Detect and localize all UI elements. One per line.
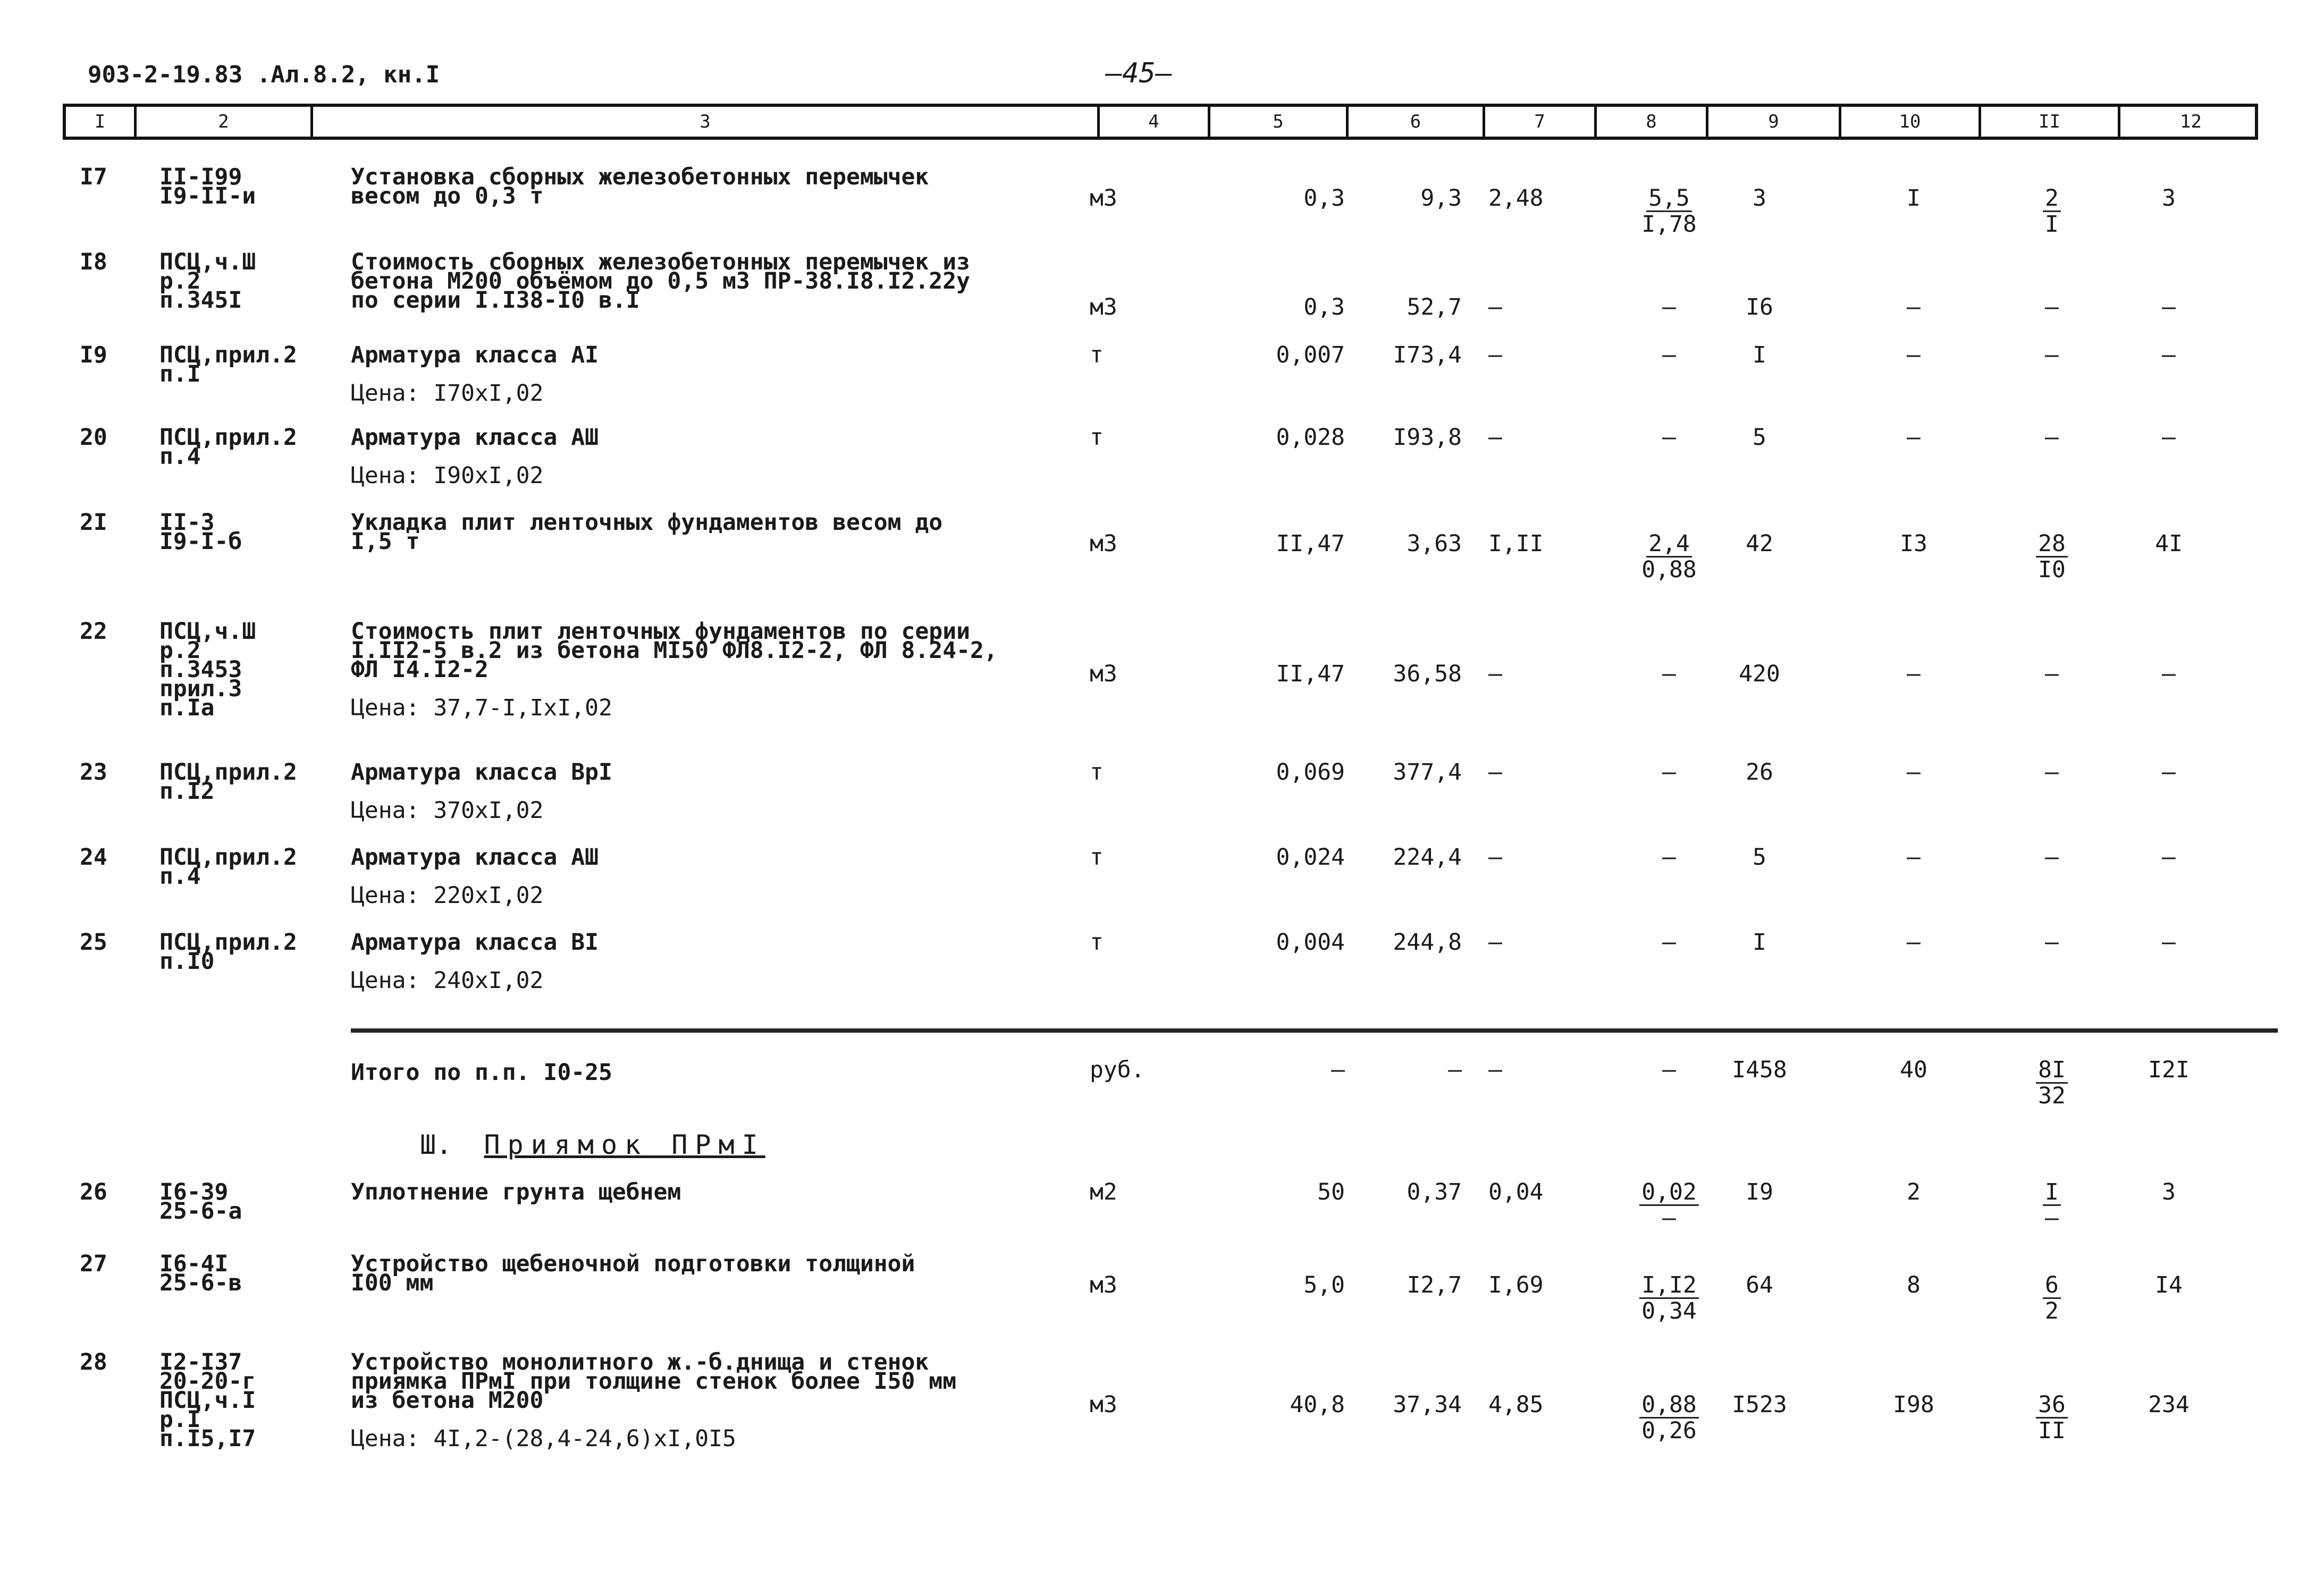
unit-of-measure: т <box>1090 929 1104 956</box>
item-number: 23 <box>80 759 107 786</box>
labour-cost: – <box>2162 294 2176 320</box>
unit-wages: – <box>1488 844 1502 871</box>
work-description: из бетона М200 <box>351 1387 544 1414</box>
labour-cost: 4I <box>2155 530 2183 557</box>
work-description: I,5 т <box>351 528 420 555</box>
item-number: 2I <box>80 509 107 536</box>
unit-machinery-numerator: 0,88 <box>1639 1392 1699 1419</box>
unit-machinery-denominator: 0,88 <box>1641 556 1697 583</box>
unit-of-measure: м3 <box>1090 530 1117 557</box>
total-cost: 5 <box>1753 844 1766 871</box>
work-description: Укладка плит ленточных фундаментов весом до <box>351 509 943 536</box>
work-description: Устройство монолитного ж.-б.днища и стенок <box>351 1349 929 1375</box>
work-description: ФЛ I4.I2-2 <box>351 656 489 683</box>
total-machinery: – <box>2045 759 2059 786</box>
unit-machinery-denominator: 0,34 <box>1641 1298 1697 1324</box>
unit-machinery: – <box>1662 294 1676 320</box>
unit-machinery <box>1621 531 1717 582</box>
unit-machinery-numerator: 0,02 <box>1639 1180 1699 1206</box>
work-description: Стоимость сборных железобетонных перемычек из <box>351 249 970 275</box>
quantity: II,47 <box>1276 530 1345 557</box>
unit-of-measure: т <box>1090 759 1104 786</box>
item-number: 25 <box>80 929 107 956</box>
item-number: 22 <box>80 618 107 645</box>
work-description: Арматура класса АI <box>351 342 599 368</box>
unit-cost: 244,8 <box>1393 929 1462 956</box>
norm-reference: ПСЦ,прил.2 <box>159 844 297 871</box>
column-number-2: 2 <box>134 107 310 137</box>
norm-reference: I9-I-б <box>159 528 242 555</box>
total-machinery: – <box>2045 342 2059 368</box>
unit-cost: 0,37 <box>1407 1179 1462 1205</box>
quantity: 0,007 <box>1276 342 1345 368</box>
quantity: 0,024 <box>1276 844 1345 871</box>
norm-reference: р.2 <box>159 268 201 294</box>
total-c8: – <box>1662 1057 1676 1083</box>
total-cost: I <box>1753 929 1766 956</box>
norm-reference: 25-6-а <box>159 1198 242 1225</box>
norm-reference: р.2 <box>159 637 201 664</box>
total-machinery-denominator: I <box>2045 211 2059 238</box>
column-number-3: 3 <box>310 107 1097 137</box>
item-number: 26 <box>80 1179 107 1205</box>
total-separator-line <box>351 1028 2278 1033</box>
quantity: 40,8 <box>1290 1391 1345 1418</box>
unit-wages: – <box>1488 342 1502 368</box>
total-cost: 3 <box>1753 185 1766 212</box>
unit-wages: I,II <box>1488 530 1544 557</box>
total-c7: – <box>1488 1057 1502 1083</box>
total-wages: – <box>1907 929 1921 956</box>
total-c9: I458 <box>1732 1057 1787 1083</box>
work-description: по серии I.I38-I0 в.I <box>351 287 640 314</box>
section-title <box>420 1129 765 1160</box>
total-machinery-numerator: 6 <box>2043 1273 2061 1299</box>
unit-cost: 36,58 <box>1393 661 1462 687</box>
total-machinery-denominator: 2 <box>2045 1298 2059 1324</box>
norm-reference: ПСЦ,прил.2 <box>159 342 297 368</box>
item-number: 27 <box>80 1251 107 1277</box>
item-number: I9 <box>80 342 107 368</box>
total-machinery: – <box>2045 424 2059 451</box>
total-wages: – <box>1907 844 1921 871</box>
total-wages: – <box>1907 424 1921 451</box>
unit-of-measure: м3 <box>1090 294 1117 320</box>
unit-of-measure: м3 <box>1090 661 1117 687</box>
total-c12: I2I <box>2148 1057 2190 1083</box>
total-wages: I <box>1907 185 1921 212</box>
unit-machinery <box>1621 1180 1717 1230</box>
work-description: Арматура класса ВI <box>351 929 599 956</box>
column-number-8: 8 <box>1594 107 1706 137</box>
unit-wages: 0,04 <box>1488 1179 1544 1205</box>
norm-reference: 25-6-в <box>159 1270 242 1296</box>
work-description: бетона М200 объёмом до 0,5 м3 ПР-38.I8.I2.22у <box>351 268 970 294</box>
document-code: 903-2-19.83 .Ал.8.2, кн.I <box>88 61 440 88</box>
column-number-header <box>63 104 2258 140</box>
total-machinery-denominator: – <box>2045 1205 2059 1231</box>
quantity: 5,0 <box>1303 1272 1345 1298</box>
unit-of-measure: т <box>1090 424 1104 451</box>
unit-of-measure: м3 <box>1090 185 1117 212</box>
price-formula: Цена: 4I,2-(28,4-24,6)хI,0I5 <box>351 1425 736 1452</box>
norm-reference: п.4 <box>159 863 201 890</box>
unit-machinery: – <box>1662 661 1676 687</box>
total-machinery-denominator: II <box>2038 1417 2066 1444</box>
section-name: Приямок ПРмI <box>484 1129 765 1160</box>
quantity: 50 <box>1317 1179 1345 1205</box>
unit-cost: I73,4 <box>1393 342 1462 368</box>
page-number: —45— <box>1106 57 1173 89</box>
total-label: Итого по п.п. I0-25 <box>351 1059 612 1086</box>
total-c11 <box>2009 1058 2094 1108</box>
total-cost: 42 <box>1746 530 1773 557</box>
column-number-10: 10 <box>1839 107 1978 137</box>
unit-machinery: – <box>1662 424 1676 451</box>
work-description: Уплотнение грунта щебнем <box>351 1179 681 1205</box>
item-number: 28 <box>80 1349 107 1375</box>
unit-cost: 3,63 <box>1407 530 1462 557</box>
unit-wages: 4,85 <box>1488 1391 1544 1418</box>
unit-wages: – <box>1488 294 1502 320</box>
unit-of-measure: м2 <box>1090 1179 1117 1205</box>
item-number: 24 <box>80 844 107 871</box>
total-wages: – <box>1907 342 1921 368</box>
total-machinery-numerator: 28 <box>2036 531 2068 558</box>
labour-cost: I4 <box>2155 1272 2183 1298</box>
norm-reference: I6-4I <box>159 1251 229 1277</box>
unit-machinery-numerator: 5,5 <box>1646 186 1692 212</box>
unit-cost: 9,3 <box>1420 185 1462 212</box>
column-number-9: 9 <box>1706 107 1839 137</box>
total-cost: 5 <box>1753 424 1766 451</box>
column-number-4: 4 <box>1097 107 1208 137</box>
work-description: Стоимость плит ленточных фундаментов по серии <box>351 618 970 645</box>
work-description: Арматура класса АШ <box>351 424 599 451</box>
unit-machinery-denominator: 0,26 <box>1641 1417 1697 1444</box>
unit-machinery: – <box>1662 759 1676 786</box>
total-cost: 64 <box>1746 1272 1773 1298</box>
total-wages: – <box>1907 294 1921 320</box>
unit-cost: I2,7 <box>1407 1272 1462 1298</box>
total-machinery: – <box>2045 661 2059 687</box>
total-machinery: – <box>2045 929 2059 956</box>
norm-reference: п.I5,I7 <box>159 1425 256 1452</box>
total-cost: I523 <box>1732 1391 1787 1418</box>
unit-cost: 52,7 <box>1407 294 1462 320</box>
total-qty: – <box>1331 1057 1345 1083</box>
quantity: 0,3 <box>1303 294 1345 320</box>
total-machinery-numerator: 36 <box>2036 1392 2068 1419</box>
total-c11-denominator: 32 <box>2038 1083 2066 1109</box>
unit-cost: 224,4 <box>1393 844 1462 871</box>
total-machinery <box>2009 531 2094 582</box>
norm-reference: п.Iа <box>159 695 215 721</box>
unit-machinery <box>1621 1392 1717 1443</box>
total-cost: I9 <box>1746 1179 1773 1205</box>
quantity: 0,3 <box>1303 185 1345 212</box>
labour-cost: – <box>2162 424 2176 451</box>
total-wages: – <box>1907 661 1921 687</box>
norm-reference: ПСЦ,прил.2 <box>159 759 297 786</box>
total-wages: I3 <box>1900 530 1927 557</box>
labour-cost: 3 <box>2162 185 2176 212</box>
unit-machinery <box>1621 186 1717 237</box>
labour-cost: – <box>2162 844 2176 871</box>
unit-cost: 37,34 <box>1393 1391 1462 1418</box>
unit-machinery: – <box>1662 844 1676 871</box>
norm-reference: 20-20-г <box>159 1368 256 1395</box>
work-description: Установка сборных железобетонных перемычек <box>351 164 929 190</box>
norm-reference: I2-I37 <box>159 1349 242 1375</box>
price-formula: Цена: I90хI,02 <box>351 462 544 489</box>
column-number-6: 6 <box>1346 107 1483 137</box>
labour-cost: – <box>2162 929 2176 956</box>
unit-of-measure: м3 <box>1090 1391 1117 1418</box>
labour-cost: 234 <box>2148 1391 2190 1418</box>
total-wages: 2 <box>1907 1179 1921 1205</box>
unit-cost: 377,4 <box>1393 759 1462 786</box>
work-description: I00 мм <box>351 1270 434 1296</box>
labour-cost: 3 <box>2162 1179 2176 1205</box>
total-cost: I6 <box>1746 294 1773 320</box>
section-numeral: Ш. <box>420 1129 452 1160</box>
price-formula: Цена: 37,7-I,IхI,02 <box>351 695 612 721</box>
total-machinery: – <box>2045 844 2059 871</box>
work-description: Устройство щебеночной подготовки толщиной <box>351 1251 915 1277</box>
norm-reference: ПСЦ,ч.I <box>159 1387 256 1414</box>
unit-wages: – <box>1488 424 1502 451</box>
total-cost: 26 <box>1746 759 1773 786</box>
norm-reference: п.345I <box>159 287 242 314</box>
quantity: 0,004 <box>1276 929 1345 956</box>
unit-wages: – <box>1488 929 1502 956</box>
norm-reference: ПСЦ,ч.Ш <box>159 618 256 645</box>
unit-of-measure: т <box>1090 844 1104 871</box>
item-number: I7 <box>80 164 107 190</box>
item-number: I8 <box>80 249 107 275</box>
norm-reference: прил.3 <box>159 676 242 702</box>
unit-cost: I93,8 <box>1393 424 1462 451</box>
norm-reference: п.4 <box>159 443 201 470</box>
norm-reference: II-I99 <box>159 164 242 190</box>
norm-reference: п.3453 <box>159 656 242 683</box>
norm-reference: р.I <box>159 1406 201 1433</box>
unit-machinery-denominator: – <box>1662 1205 1676 1231</box>
work-description: приямка ПРмI при толщине стенок более I50 мм <box>351 1368 957 1395</box>
work-description: Арматура класса АШ <box>351 844 599 871</box>
norm-reference: п.I2 <box>159 778 215 805</box>
norm-reference: I6-39 <box>159 1179 229 1205</box>
labour-cost: – <box>2162 342 2176 368</box>
price-formula: Цена: I70хI,02 <box>351 380 544 407</box>
total-machinery: – <box>2045 294 2059 320</box>
price-formula: Цена: 370хI,02 <box>351 797 544 824</box>
quantity: 0,069 <box>1276 759 1345 786</box>
unit-of-measure: т <box>1090 342 1104 368</box>
price-formula: Цена: 240хI,02 <box>351 967 544 994</box>
unit-of-measure: м3 <box>1090 1272 1117 1298</box>
total-machinery <box>2009 186 2094 237</box>
column-number-11: II <box>1978 107 2118 137</box>
unit-machinery: – <box>1662 342 1676 368</box>
total-wages: 8 <box>1907 1272 1921 1298</box>
total-c11-numerator: 8I <box>2036 1058 2068 1084</box>
norm-reference: ПСЦ,прил.2 <box>159 929 297 956</box>
column-number-12: 12 <box>2118 107 2261 137</box>
column-number-1: I <box>94 111 106 132</box>
work-description: Арматура класса ВрI <box>351 759 612 786</box>
unit-wages: – <box>1488 661 1502 687</box>
quantity: 0,028 <box>1276 424 1345 451</box>
total-c6: – <box>1448 1057 1462 1083</box>
norm-reference: ПСЦ,ч.Ш <box>159 249 256 275</box>
norm-reference: ПСЦ,прил.2 <box>159 424 297 451</box>
norm-reference: п.I <box>159 361 201 387</box>
unit-wages: I,69 <box>1488 1272 1544 1298</box>
unit-wages: – <box>1488 759 1502 786</box>
norm-reference: п.I0 <box>159 948 215 975</box>
total-machinery-numerator: I <box>2043 1180 2061 1206</box>
item-number: 20 <box>80 424 107 451</box>
norm-reference: I9-II-и <box>159 183 256 209</box>
labour-cost: – <box>2162 759 2176 786</box>
total-unit: руб. <box>1090 1057 1145 1083</box>
unit-machinery-numerator: I,I2 <box>1639 1273 1699 1299</box>
total-c10: 40 <box>1900 1057 1927 1083</box>
total-cost: 420 <box>1739 661 1780 687</box>
norm-reference: II-3 <box>159 509 215 536</box>
total-machinery-numerator: 2 <box>2043 186 2061 212</box>
total-wages: – <box>1907 759 1921 786</box>
total-machinery <box>2009 1392 2094 1443</box>
price-formula: Цена: 220хI,02 <box>351 882 544 909</box>
total-wages: I98 <box>1893 1391 1934 1418</box>
total-cost: I <box>1753 342 1766 368</box>
quantity: II,47 <box>1276 661 1345 687</box>
column-number-7: 7 <box>1483 107 1594 137</box>
unit-machinery: – <box>1662 929 1676 956</box>
unit-machinery-denominator: I,78 <box>1641 211 1697 238</box>
work-description: весом до 0,3 т <box>351 183 544 209</box>
total-machinery-denominator: I0 <box>2038 556 2066 583</box>
total-machinery <box>2009 1180 2094 1230</box>
unit-wages: 2,48 <box>1488 185 1544 212</box>
labour-cost: – <box>2162 661 2176 687</box>
unit-machinery-numerator: 2,4 <box>1646 531 1692 558</box>
column-number-5: 5 <box>1208 107 1346 137</box>
total-machinery <box>2009 1273 2094 1323</box>
work-description: I.II2-5 в.2 из бетона МI50 ФЛ8.I2-2, ФЛ 8.24-2, <box>351 637 998 664</box>
unit-machinery <box>1621 1273 1717 1323</box>
